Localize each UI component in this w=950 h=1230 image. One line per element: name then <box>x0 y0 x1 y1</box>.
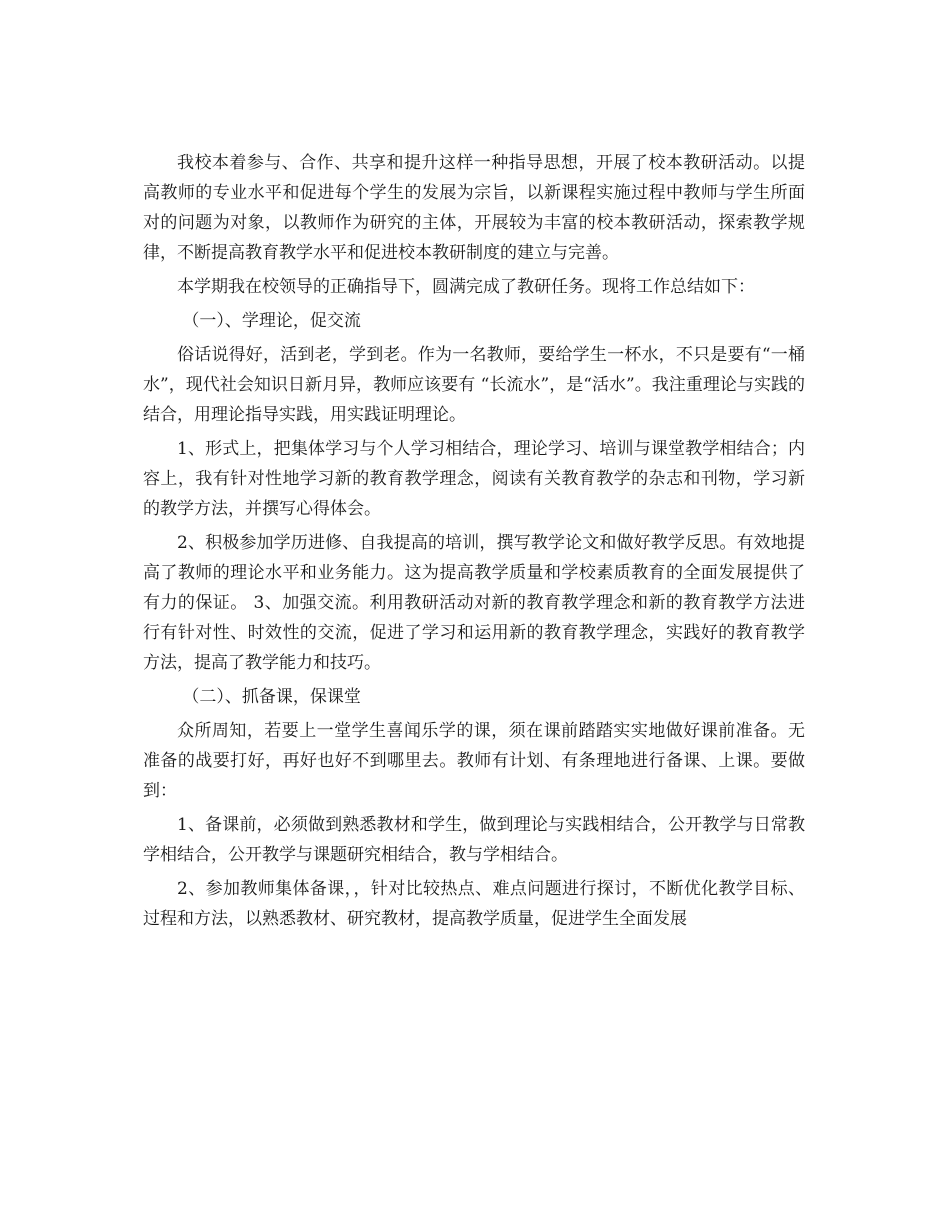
body-paragraph: 1、形式上，把集体学习与个人学习相结合，理论学习、培训与课堂教学相结合；内容上，我有针对性地学习新的教育教学理念，阅读有关教育教学的杂志和刊物，学习新的教学方法，并撰写心得体会。 <box>143 439 805 519</box>
body-paragraph: 1、备课前，必须做到熟悉教材和学生，做到理论与实践相结合，公开教学与日常教学相结合，公开教学与课题研究相结合，教与学相结合。 <box>143 815 805 865</box>
section-heading-1: （一）、学理论，促交流 <box>177 311 361 331</box>
intro-paragraph: 我校本着参与、合作、共享和提升这样一种指导思想，开展了校本教研活动。以提高教师的专业水平和促进每个学生的发展为宗旨，以新课程实施过程中教师与学生所面对的问题为对象，以教师作为研究的主体，开展较为丰富的校本教研活动，探索教学规律，不断提高教育教学水平和促进校本教研制度的建立与完善。 <box>143 153 805 263</box>
summary-intro-paragraph: 本学期我在校领导的正确指导下，圆满完成了教研任务。现将工作总结如下： <box>177 277 755 297</box>
body-paragraph: 俗话说得好，活到老，学到老。作为一名教师，要给学生一杯水，不只是要有“一桶水”，现代社会知识日新月异，教师应该要有 “长流水”，是“活水”。我注重理论与实践的结合，用理论指导实践，用实践证明理论。 <box>143 345 805 425</box>
document-body <box>143 148 805 938</box>
body-paragraph: 2、积极参加学历进修、自我提高的培训，撰写教学论文和做好教学反思。有效地提高了教师的理论水平和业务能力。这为提高教学质量和学校素质教育的全面发展提供了有力的保证。 3、加强交流。利用教研活动对新的教育教学理念和新的教育教学方法进行有针对性、时效性的交流，促进了学习和运用新的教育教学理念，实践好的教育教学方法，提高了教学能力和技巧。 <box>143 533 805 673</box>
body-paragraph: 众所周知，若要上一堂学生喜闻乐学的课，须在课前踏踏实实地做好课前准备。无准备的战要打好，再好也好不到哪里去。教师有计划、有条理地进行备课、上课。要做到： <box>143 721 805 801</box>
section-heading-2: （二）、抓备课，保课堂 <box>177 687 361 707</box>
body-paragraph: 2、参加教师集体备课，，针对比较热点、难点问题进行探讨，不断优化教学目标、过程和方法，以熟悉教材、研究教材，提高教学质量，促进学生全面发展 <box>143 879 805 929</box>
